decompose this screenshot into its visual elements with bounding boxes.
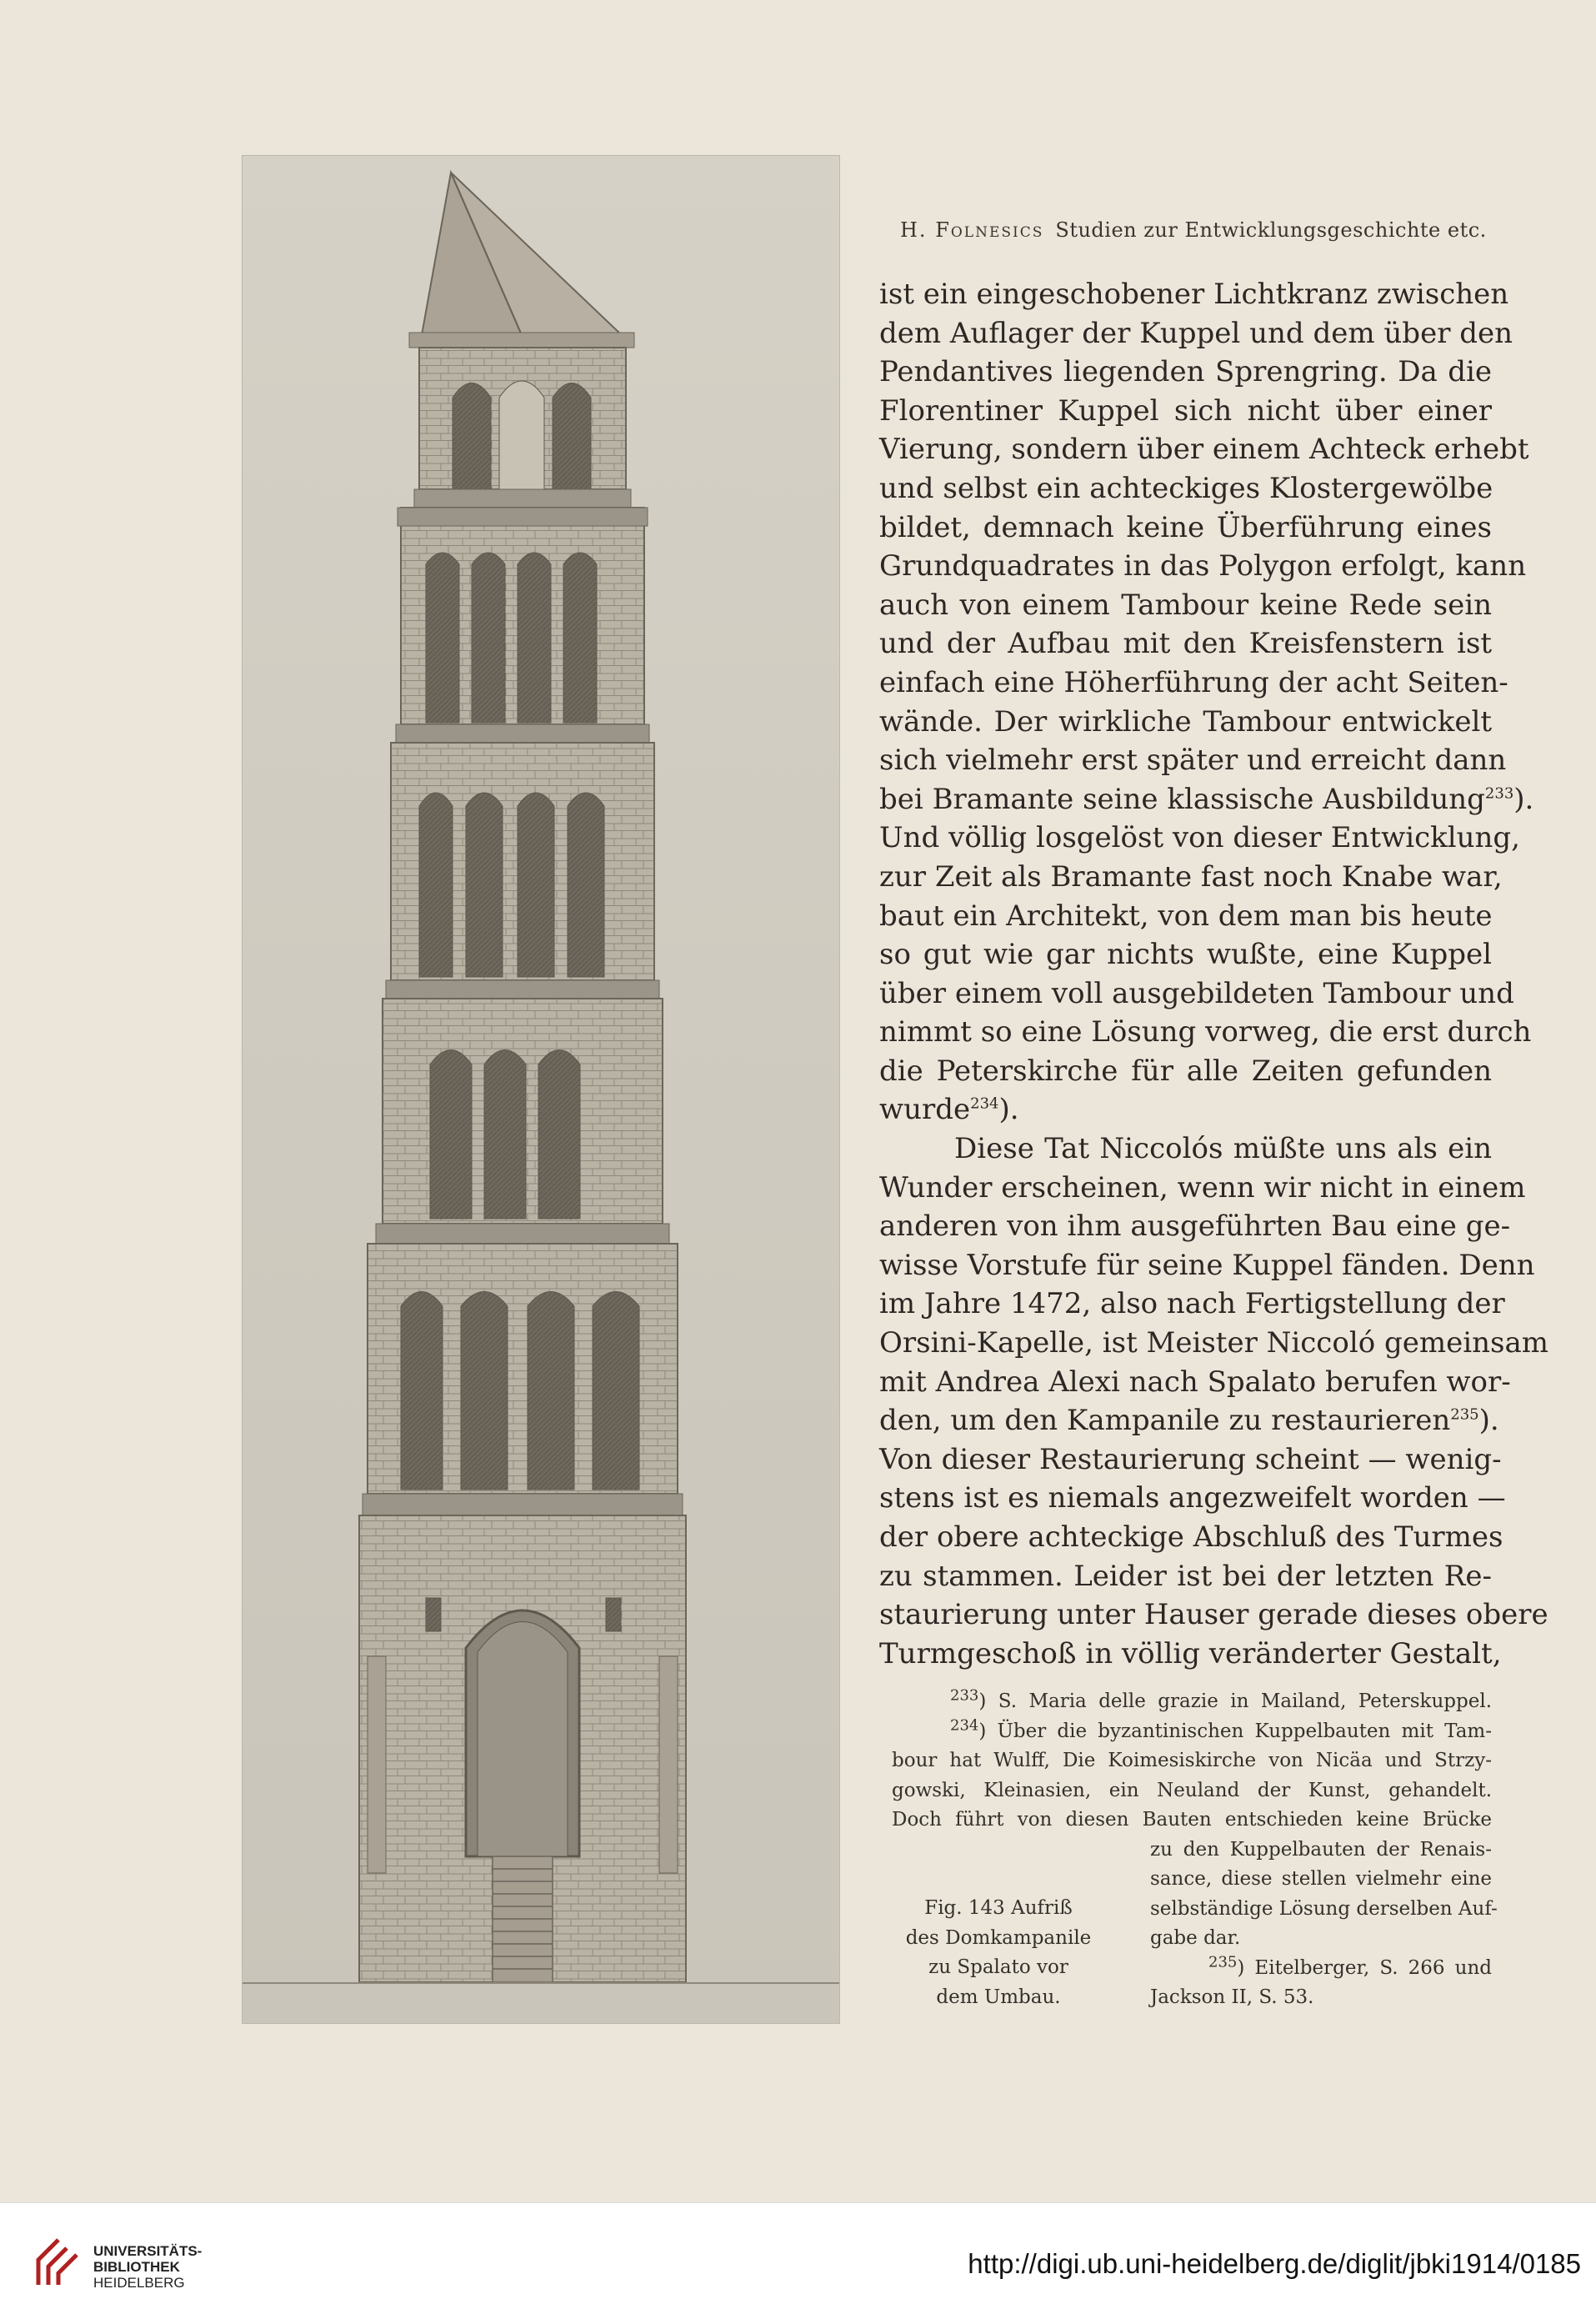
text-line: Wunder erscheinen, wenn wir nicht in einem [879,1170,1526,1205]
text-line: baut ein Architekt, von dem man bis heute [879,899,1493,933]
text-line: wände. Der wirkliche Tambour entwickelt [879,704,1492,739]
library-name-line: HEIDELBERG [93,2275,185,2291]
text-line: Grundquadrates in das Polygon erfolgt, kann [879,549,1527,584]
text-line: über einem voll ausgebildeten Tambour und [879,976,1514,1010]
text-line: und selbst ein achteckiges Klostergewölbe [879,471,1493,505]
campanile-elevation-drawing [243,156,839,2023]
text-segment: ). [998,1093,1019,1127]
caption-line: zu Spalato vor [928,1956,1068,1978]
text-line: Pendantives liegenden Sprengring. Da die [879,355,1492,389]
text-segment: bei Bramante seine klassische Ausbildung [879,782,1485,816]
caption-line: Fig. 143 Aufriß [924,1897,1073,1919]
text-line: Und völlig losgelöst von dieser Entwicklung, [879,821,1520,855]
text-line: ist ein eingeschobener Lichtkranz zwischen [879,278,1509,311]
text-line: mit Andrea Alexi nach Spalato berufen wor- [879,1365,1511,1399]
footnote-234 [892,1717,1492,1747]
footnote-text: ) Eitelberger, S. 266 und [1237,1956,1492,1979]
paragraph-1 [879,275,1534,1129]
text-line: so gut wie gar nichts wußte, eine Kuppel [879,938,1492,972]
text-line: Von dieser Restaurierung scheint — wenig- [879,1442,1502,1476]
footnote-number: 234 [950,1715,979,1734]
text-line: Florentiner Kuppel sich nicht über einer [879,393,1492,428]
footnote-line: zu den Kuppelbauten der Renais- [1150,1838,1492,1861]
running-head-author: H. Folnesics [900,218,1044,242]
library-name-line: UNIVERSITÄTS- [93,2243,203,2259]
footnote-line: gowski, Kleinasien, ein Neuland der Kunst, gehandelt. [892,1779,1492,1801]
text-line: Orsini-Kapelle, ist Meister Niccoló gemeinsam [879,1326,1548,1360]
text-line: staurierung unter Hauser gerade dieses obere [879,1598,1548,1632]
footnote-ref-234: 234 [970,1095,999,1114]
text-line: wisse Vorstufe für seine Kuppel fänden. Denn [879,1248,1535,1282]
text-line: bildet, demnach keine Überführung eines [879,510,1492,544]
footnote-ref-235: 235 [1450,1405,1479,1424]
text-line: und der Aufbau mit den Kreisfenstern ist [879,627,1492,661]
figure-caption [890,1894,1107,2012]
permalink-url[interactable]: http://digi.ub.uni-heidelberg.de/diglit/jbki1914/0185 [968,2248,1581,2279]
footnote-number: 235 [1208,1952,1238,1971]
footnote-line: bour hat Wulff, Die Koimesiskirche von Nicäa und Strzy- [892,1750,1492,1771]
footnote-text: ) Über die byzantinischen Kuppelbauten mit Tam- [978,1720,1492,1742]
text-line: nimmt so eine Lösung vorweg, die erst durch [879,1015,1532,1049]
text-line: im Jahre 1472, also nach Fertigstellung der [879,1287,1505,1321]
footnote-line: selbständige Lösung derselben Auf- [1150,1897,1498,1920]
footnote-line: gabe dar. [1150,1927,1241,1949]
text-line: Turmgeschoß in völlig veränderter Gestalt, [879,1636,1502,1670]
text-segment: wurde [879,1093,971,1127]
text-line: zur Zeit als Bramante fast noch Knabe war, [879,859,1503,894]
text-line: einfach eine Höherführung der acht Seiten- [879,665,1508,699]
text-line: Diese Tat Niccolós müßte uns als ein [954,1132,1492,1166]
text-line-with-ref [879,1401,1499,1440]
footnote-235 [1150,1954,1492,1984]
paragraph-2 [879,1129,1548,1673]
text-line: anderen von ihm ausgeführten Bau eine ge- [879,1210,1511,1244]
footer-bar [0,2202,1596,2319]
text-line: zu stammen. Leider ist bei der letzten Re- [879,1559,1492,1593]
caption-line: dem Umbau. [936,1986,1061,2008]
footnote-text: ) S. Maria delle grazie in Mailand, Peterskuppel. [978,1690,1492,1712]
footnote-ref-233: 233 [1484,784,1514,803]
footnote-line: Doch führt von diesen Bauten entschieden keine Brücke [892,1809,1492,1831]
text-line: auch von einem Tambour keine Rede sein [879,588,1492,622]
text-line: der obere achteckige Abschluß des Turmes [879,1520,1503,1554]
text-line: die Peterskirche für alle Zeiten gefunden [879,1054,1492,1088]
footnote-233 [892,1687,1492,1717]
library-name-line: BIBLIOTHEK [93,2259,180,2275]
text-line: stens ist es niemals angezweifelt worden — [879,1481,1506,1515]
footnote-line: Jackson II, S. 53. [1150,1986,1314,2008]
running-head-title: Studien zur Entwicklungsgeschichte etc. [1055,218,1487,242]
text-line: Vierung, sondern über einem Achteck erhebt [879,433,1529,467]
body-text [879,275,1548,1673]
library-name [93,2243,202,2291]
text-line-with-ref [879,1090,1492,1129]
text-line-with-ref [879,780,1534,819]
text-segment: ). [1478,1404,1499,1438]
text-line: dem Auflager der Kuppel und dem über den [879,316,1513,350]
text-line: sich vielmehr erst später und erreicht dann [879,744,1507,778]
text-segment: ). [1513,782,1534,816]
caption-line: des Domkampanile [905,1926,1092,1949]
footnote-number: 233 [950,1686,979,1705]
running-head [900,218,1487,242]
figure-plate [242,155,840,2024]
text-segment: den, um den Kampanile zu restaurieren [879,1404,1451,1438]
library-logo-icon [33,2235,88,2290]
footnote-line: sance, diese stellen vielmehr eine [1150,1868,1492,1890]
